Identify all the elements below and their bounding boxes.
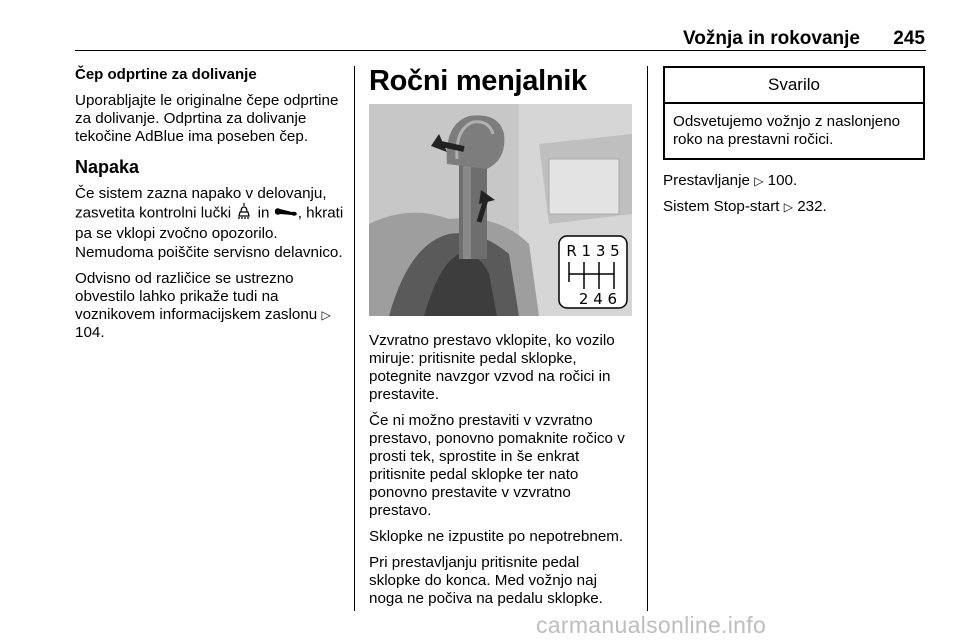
adblue-warning-icon: [235, 203, 253, 224]
variant-paragraph: [75, 270, 347, 342]
ref-shifting-page[interactable]: 100.: [767, 172, 798, 189]
page-number: 245: [893, 28, 925, 49]
clutch-release-paragraph: Sklopke ne izpustite po nepotrebnem.: [369, 528, 624, 545]
gear-lever-illustration: [369, 104, 632, 316]
header-rule: [75, 50, 926, 51]
page-ref-arrow-icon: ▷: [754, 174, 764, 188]
ref-stop-start: [663, 198, 925, 216]
column-left: [75, 66, 347, 350]
page-ref-arrow-icon: ▷: [321, 308, 331, 322]
gear-pattern-bottom: 2 4 6: [578, 290, 618, 308]
variant-text: Odvisno od različice se ustrezno obvestilo lahko prikaže tudi na voznikovem informacijskem zaslonu: [75, 270, 318, 323]
fault-text-1: Če sistem zazna napako v delovanju, zasvetita kontrolni lučki: [75, 185, 327, 222]
column-middle: [369, 66, 634, 616]
header-title: Vožnja in rokovanje: [682, 28, 860, 49]
warning-title: Svarilo: [665, 68, 923, 104]
fault-heading: Napaka: [75, 157, 140, 177]
reverse-gear-paragraph: Vzvratno prestavo vklopite, ko vozilo miruje: pritisnite pedal sklopke, potegnite navzgor vzvod na ročici in prestavite.: [369, 332, 615, 403]
cap-text: Uporabljajte le originalne čepe odprtine za dolivanje. Odprtina za dolivanje tekočine AdBlue ima poseben čep.: [75, 92, 339, 145]
ref-shifting-text: Prestavljanje: [663, 172, 750, 189]
page-header: [75, 28, 925, 50]
section-title: Ročni menjalnik: [369, 65, 587, 97]
reverse-retry-paragraph: Če ni možno prestaviti v vzvratno prestavo, ponovno pomaknite ročico v prosti tek, sprostite in še enkrat pritisnite pedal sklopke ter nato ponovno prestavite v vzvratno prestavo.: [369, 412, 625, 519]
clutch-press-paragraph: Pri prestavljanju pritisnite pedal sklopke do konca. Med vožnjo naj noga ne počiva na pedalu sklopke.: [369, 554, 603, 607]
ref-stop-start-text: Sistem Stop-start: [663, 198, 780, 215]
gear-pattern-top: R 1 3 5: [566, 242, 620, 260]
variant-ref[interactable]: 104.: [75, 324, 105, 341]
column-divider-1: [354, 66, 355, 611]
warning-box: [663, 66, 925, 160]
watermark: carmanualsonline.info: [536, 612, 767, 638]
page-ref-arrow-icon: ▷: [783, 200, 793, 214]
column-right: [663, 66, 925, 224]
fault-text-in: in: [257, 204, 270, 222]
ref-shifting: [663, 172, 925, 190]
warning-text: Odsvetujemo vožnjo z naslonjeno roko na prestavni ročici.: [673, 113, 901, 148]
wrench-service-icon: [274, 204, 298, 223]
cap-heading: Čep odprtine za dolivanje: [75, 66, 257, 83]
fault-text-2: , hkrati pa se vklopi zvočno opozorilo. Nemudoma poiščite servisno delavnico.: [75, 204, 344, 261]
ref-stop-start-page[interactable]: 232.: [797, 198, 827, 215]
fault-paragraph: [75, 184, 347, 262]
column-divider-2: [647, 66, 648, 611]
